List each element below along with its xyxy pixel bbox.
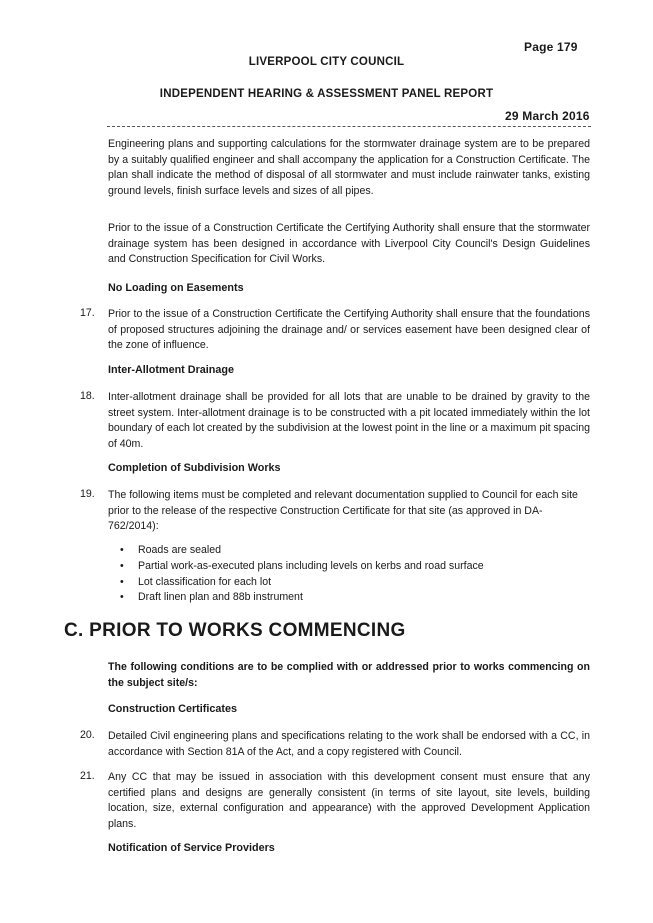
completion-items-list	[120, 543, 484, 606]
condition-text-18: Inter-allotment drainage shall be provided for all lots that are unable to be drained by gravity to the street system. Inter-allotment drainage is to be constructed with a pit located immediately within the lot boundary of each lot created by the subdivision at the lowest point in the line or a maximum pit spacing of 40m.	[108, 391, 590, 450]
intro-paragraph-2: Prior to the issue of a Construction Certificate the Certifying Authority shall ensure that the stormwater drainage system has been designed in accordance with Liverpool City Council's Design Guidelines and Construction Specification for Civil Works.	[108, 222, 590, 265]
condition-number-18: 18.	[80, 390, 95, 402]
heading-completion-of-subdivision-works: Completion of Subdivision Works	[108, 462, 281, 474]
header-divider	[107, 126, 591, 127]
heading-no-loading-on-easements: No Loading on Easements	[108, 282, 244, 294]
list-item: • Lot classification for each lot	[120, 575, 484, 591]
report-title: INDEPENDENT HEARING & ASSESSMENT PANEL REPORT	[159, 88, 494, 100]
condition-number-17: 17.	[80, 307, 95, 319]
section-c-title: C. PRIOR TO WORKS COMMENCING	[64, 620, 406, 641]
page-number: Page 179	[524, 40, 578, 54]
condition-text-20: Detailed Civil engineering plans and specifications relating to the work shall be endorsed with a CC, in accordance with Section 81A of the Act, and a copy registered with Council.	[108, 730, 590, 758]
condition-number-21: 21.	[80, 770, 95, 782]
council-name: LIVERPOOL CITY COUNCIL	[248, 56, 405, 68]
heading-inter-allotment-drainage: Inter-Allotment Drainage	[108, 364, 234, 376]
intro-paragraph-1: Engineering plans and supporting calculations for the stormwater drainage system are to be prepared by a suitably qualified engineer and shall accompany the application for a Construction Certificate. The plan shall indicate the method of disposal of all stormwater and must include rainwater tanks, existing ground levels, finish surface levels and sizes of all pipes.	[108, 138, 590, 197]
list-item: • Draft linen plan and 88b instrument	[120, 590, 484, 606]
condition-number-20: 20.	[80, 729, 95, 741]
condition-text-19: The following items must be completed and relevant documentation supplied to Council for each site prior to the release of the respective Construction Certificate for that site (as approved in DA-762/2014):	[108, 489, 578, 532]
heading-notification-of-service-providers: Notification of Service Providers	[108, 842, 275, 854]
report-date: 29 March 2016	[505, 109, 590, 123]
condition-text-21: Any CC that may be issued in association with this development consent must ensure that any certified plans and designs are generally consistent (in terms of site layout, site levels, building location, size, external configuration and appearance) with the approved Development Application plans.	[108, 771, 590, 830]
condition-number-19: 19.	[80, 488, 95, 500]
list-item: • Partial work-as-executed plans including levels on kerbs and road surface	[120, 559, 484, 575]
list-item: • Roads are sealed	[120, 543, 484, 559]
section-c-intro: The following conditions are to be complied with or addressed prior to works commencing on the subject site/s:	[108, 661, 590, 689]
heading-construction-certificates: Construction Certificates	[108, 703, 237, 715]
condition-text-17: Prior to the issue of a Construction Certificate the Certifying Authority shall ensure that the foundations of proposed structures adjoining the drainage and/ or services easement have been designed clear of the zone of influence.	[108, 308, 590, 351]
